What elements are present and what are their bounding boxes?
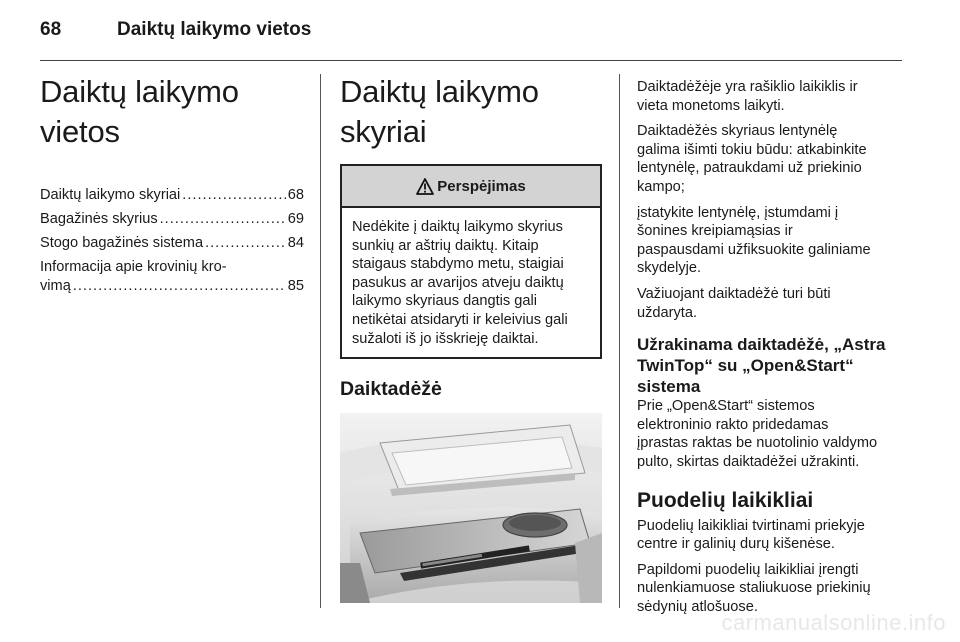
subsection-title-cup-holders: Puodelių laikikliai (637, 488, 814, 512)
toc-leader-dots (205, 234, 286, 253)
toc-entry[interactable] (40, 258, 304, 296)
toc-entry-page: 85 (287, 278, 304, 294)
heading-line: Užrakinama daiktadėžė, „Astra (637, 335, 886, 355)
column-divider-right (619, 74, 620, 608)
paragraph-shelf-removal (637, 122, 907, 196)
text-line: įprastas raktas be nuotolinio valdymo (637, 435, 878, 452)
text-line: Važiuojant daiktadėžė turi būti (637, 285, 831, 302)
warning-line: sunkių ar aštrių daiktų. Kitaip (352, 237, 539, 254)
running-header: Daiktų laikymo vietos (117, 19, 312, 40)
warning-line: staigaus stabdymo metu, staigiai (352, 256, 564, 273)
subsection-title-lockable-glovebox (637, 334, 907, 397)
text-line: lentynėlę, patraukdami už priekinio (637, 160, 862, 177)
text-line: galima išimti tokiu būdu: atkabinkite (637, 141, 867, 158)
text-line: skydelyje. (637, 260, 702, 277)
paragraph-cup-holders-location (637, 517, 907, 554)
toc-entry-title: Stogo bagažinės sistema (40, 235, 204, 251)
warning-line: Nedėkite į daiktų laikymo skyrius (352, 219, 563, 235)
text-line: šonines kreipiamąsias ir (637, 223, 793, 240)
column-toc (40, 72, 304, 301)
paragraph-closed-while-driving (637, 285, 907, 322)
heading-line: TwinTop“ su „Open&Start“ (637, 356, 854, 376)
header-rule (40, 60, 902, 61)
text-line: elektroninio rakto pridedamas (637, 416, 829, 433)
paragraph-shelf-install (637, 204, 907, 278)
toc-entry-page: 68 (287, 187, 304, 203)
paragraph-pen-holder (637, 78, 907, 115)
glovebox-illustration (340, 413, 602, 603)
toc-entry-title: Daiktų laikymo skyriai (40, 187, 181, 203)
column-divider-left (320, 74, 321, 608)
text-line: nulenkiamuose staliukuose priekinių (637, 580, 871, 597)
text-line: Prie „Open&Start“ sistemos (637, 398, 815, 415)
subsection-title-glovebox: Daiktadėžė (340, 378, 442, 401)
warning-line: pasukus ar avarijos atveju daiktų (352, 274, 564, 291)
text-line: Papildomi puodelių laikikliai įrengti (637, 561, 859, 578)
warning-text (342, 208, 600, 357)
warning-title: Perspėjimas (437, 177, 526, 195)
text-line: Daiktadėžėje yra rašiklio laikiklis ir (637, 79, 858, 95)
section-title: Daiktų laikymo skyriai (340, 74, 539, 149)
toc-entry[interactable] (40, 186, 304, 205)
warning-header (342, 166, 600, 208)
warning-line: sužaloti iš jo išskrieję daiktai. (352, 330, 539, 347)
toc-leader-dots (160, 210, 286, 229)
toc-entry-title: Bagažinės skyrius (40, 211, 158, 227)
text-line: sėdynių atlošuose. (637, 598, 758, 615)
column-details (637, 78, 907, 616)
text-line: uždaryta. (637, 304, 698, 321)
toc-entry[interactable] (40, 210, 304, 229)
toc-entry[interactable] (40, 234, 304, 253)
page-number: 68 (40, 19, 62, 40)
toc-entry-title-line1: Informacija apie krovinių kro- (40, 259, 227, 275)
table-of-contents (40, 186, 304, 296)
text-line: centre ir galinių durų kišenėse. (637, 536, 835, 553)
text-line: paspausdami užfiksuokite galiniame (637, 241, 871, 258)
toc-entry-page: 84 (287, 235, 304, 251)
text-line: vieta monetoms laikyti. (637, 97, 785, 114)
text-line: Daiktadėžės skyriaus lentynėlę (637, 123, 838, 140)
toc-entry-title-line2: vimą (40, 278, 71, 294)
paragraph-additional-cup-holders (637, 561, 907, 617)
heading-line: sistema (637, 377, 701, 397)
warning-line: laikymo skyriaus dangtis gali (352, 293, 537, 310)
toc-leader-dots (182, 186, 285, 205)
toc-entry-page: 69 (287, 211, 304, 227)
chapter-title: Daiktų laikymo vietos (40, 74, 239, 149)
warning-triangle-icon (416, 178, 434, 195)
text-line: įstatykite lentynėlę, įstumdami į (637, 204, 839, 221)
warning-line: netikėtai atsidaryti ir keleivius gali (352, 311, 568, 328)
text-line: kampo; (637, 178, 685, 195)
text-line: pulto, skirtas daiktadėžei užrakinti. (637, 453, 860, 470)
toc-leader-dots (73, 277, 286, 296)
watermark: carmanualsonline.info (721, 610, 946, 635)
paragraph-open-start-key (637, 397, 907, 471)
warning-box (340, 164, 602, 359)
text-line: Puodelių laikikliai tvirtinami priekyje (637, 517, 865, 534)
column-storage (340, 72, 602, 608)
